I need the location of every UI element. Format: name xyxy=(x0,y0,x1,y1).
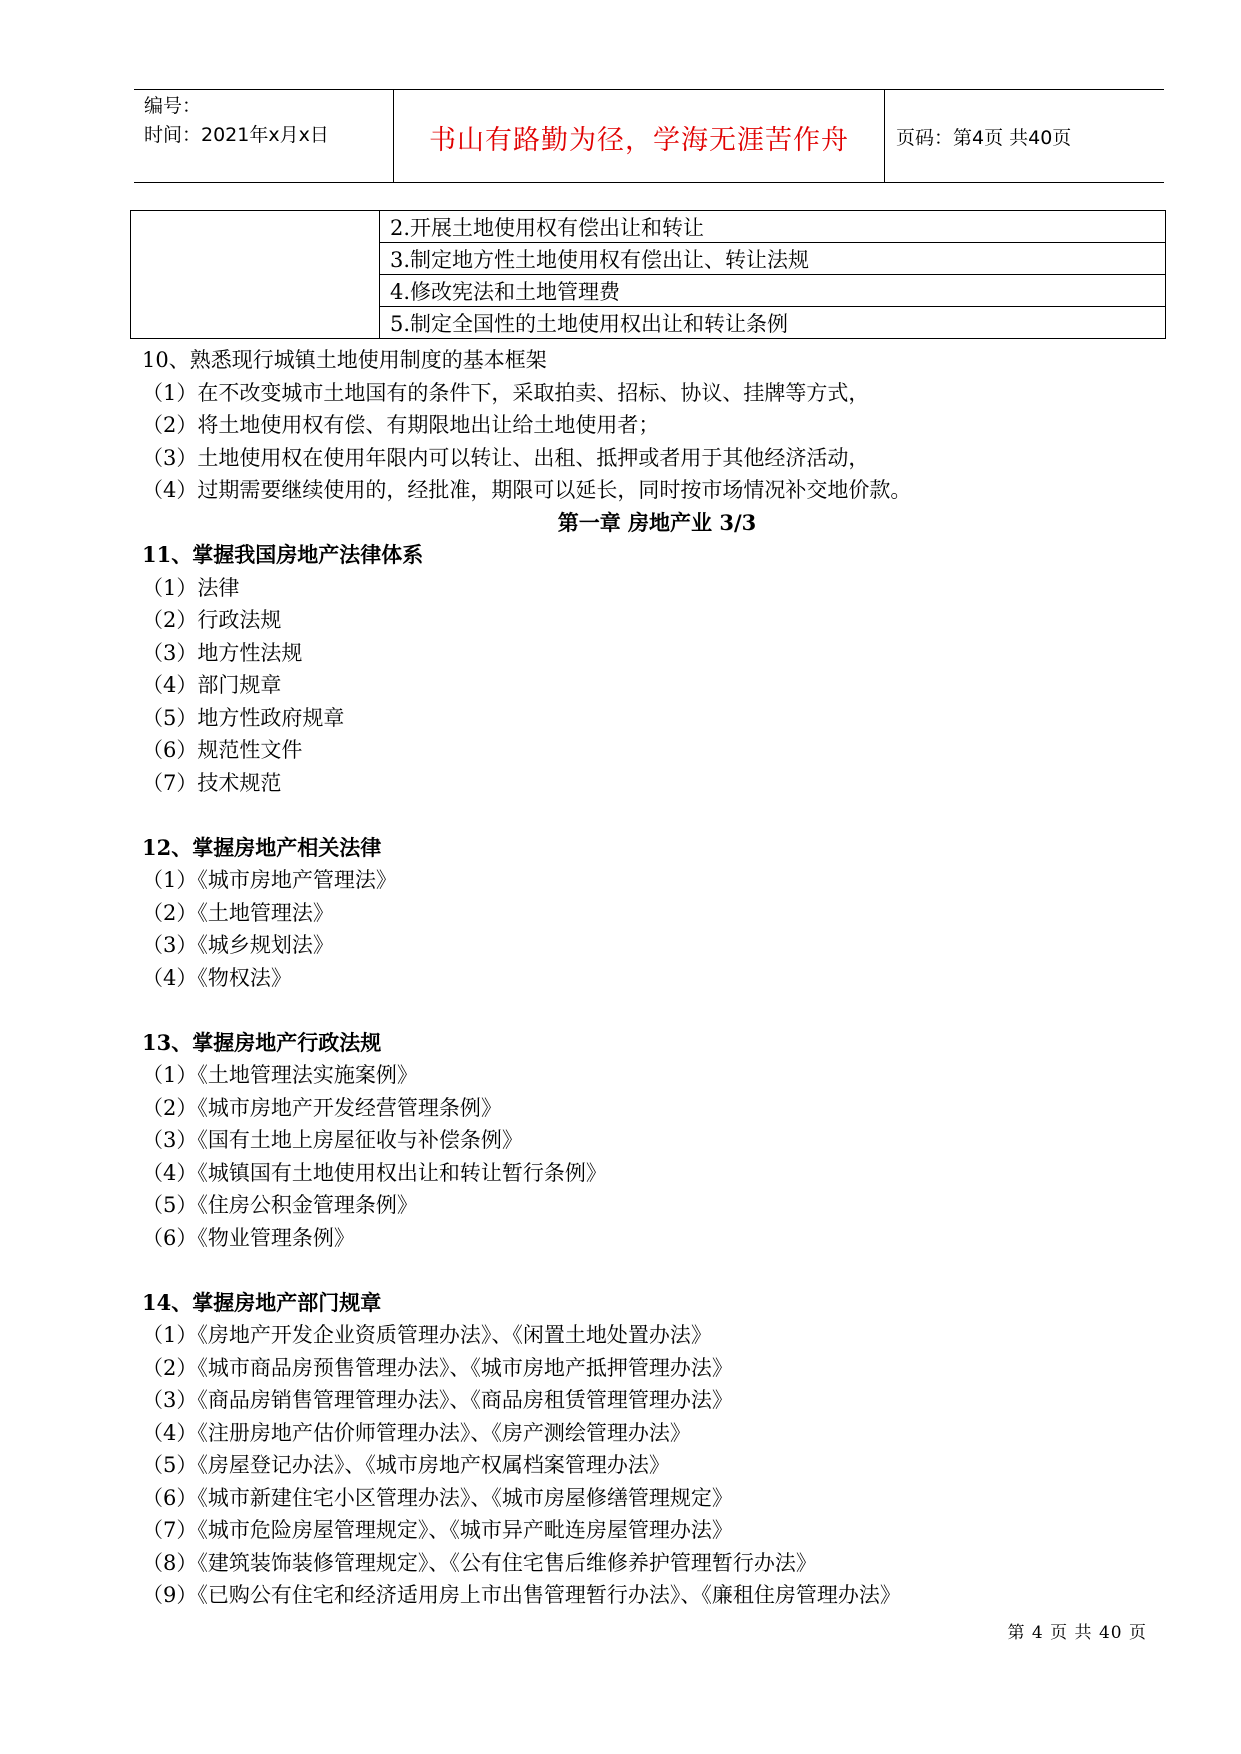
list-item: （6）《城市新建住宅小区管理办法》、《城市房屋修缮管理规定》 xyxy=(142,1485,733,1510)
list-item: （6）《物业管理条例》 xyxy=(142,1225,355,1250)
page-footer: 第 4 页 共 40 页 xyxy=(1007,1623,1147,1643)
list-item: （4）《注册房地产估价师管理办法》、《房产测绘管理办法》 xyxy=(142,1420,691,1445)
list-item: （4）过期需要继续使用的，经批准，期限可以延长，同时按市场情况补交地价款。 xyxy=(142,478,912,502)
list-item: （1）在不改变城市土地国有的条件下，采取拍卖、招标、协议、挂牌等方式， xyxy=(142,380,870,405)
document-body xyxy=(142,344,1172,1612)
header-divider xyxy=(884,90,885,182)
table-row xyxy=(131,211,1166,243)
list-item: （8）《建筑装饰装修管理规定》、《公有住宅售后维修养护管理暂行办法》 xyxy=(142,1550,817,1575)
section-heading: 13、掌握房地产行政法规 xyxy=(142,1029,382,1055)
list-item: （4）《物权法》 xyxy=(142,965,292,990)
list-item: （1）法律 xyxy=(142,575,240,600)
list-item: （9）《已购公有住宅和经济适用房上市出售管理暂行办法》、《廉租住房管理办法》 xyxy=(142,1583,901,1607)
header-time-label: 时间：2021年x月x日 xyxy=(144,124,329,146)
section-heading: 10、熟悉现行城镇土地使用制度的基本框架 xyxy=(142,348,547,372)
list-item: （2）《城市房地产开发经营管理条例》 xyxy=(142,1095,502,1120)
list-item: （5）《住房公积金管理条例》 xyxy=(142,1193,418,1217)
list-item: （2）《城市商品房预售管理办法》、《城市房地产抵押管理办法》 xyxy=(142,1355,733,1380)
list-item: （5）《房屋登记办法》、《城市房地产权属档案管理办法》 xyxy=(142,1453,670,1477)
list-item: （7）《城市危险房屋管理规定》、《城市异产毗连房屋管理办法》 xyxy=(142,1518,733,1542)
list-item: （3）地方性法规 xyxy=(142,640,303,665)
options-table xyxy=(130,210,1166,339)
header-motto: 书山有路勤为径，学海无涯苦作舟 xyxy=(429,125,849,156)
blank-line xyxy=(142,799,1172,832)
list-item: （3）《国有土地上房屋征收与补偿条例》 xyxy=(142,1128,523,1152)
section-heading: 12、掌握房地产相关法律 xyxy=(142,834,382,860)
list-item: （4）部门规章 xyxy=(142,673,282,697)
list-item: （1）《房地产开发企业资质管理办法》、《闲置土地处置办法》 xyxy=(142,1323,712,1347)
list-item: （2）《土地管理法》 xyxy=(142,900,334,925)
header-number-label: 编号： xyxy=(144,95,202,117)
list-item: （1）《城市房地产管理法》 xyxy=(142,868,397,892)
list-item: （7）技术规范 xyxy=(142,770,282,795)
table-cell: 3.制定地方性土地使用权有偿出让、转让法规 xyxy=(380,243,1166,275)
table-blank-cell xyxy=(131,211,380,339)
list-item: （4）《城镇国有土地使用权出让和转让暂行条例》 xyxy=(142,1160,607,1185)
blank-line xyxy=(142,994,1172,1027)
table-cell: 4.修改宪法和土地管理费 xyxy=(380,275,1166,307)
table-cell: 5.制定全国性的土地使用权出让和转让条例 xyxy=(380,307,1166,339)
list-item: （2）将土地使用权有偿、有期限地出让给土地使用者； xyxy=(142,413,660,437)
list-item: （3）《商品房销售管理管理办法》、《商品房租赁管理管理办法》 xyxy=(142,1388,733,1412)
blank-line xyxy=(142,1254,1172,1287)
table-cell: 2.开展土地使用权有偿出让和转让 xyxy=(380,211,1166,243)
list-item: （1）《土地管理法实施案例》 xyxy=(142,1063,418,1087)
list-item: （6）规范性文件 xyxy=(142,738,303,762)
header-page-label: 页码：第4页 共40页 xyxy=(896,127,1072,149)
list-item: （5）地方性政府规章 xyxy=(142,705,345,730)
list-item: （3）土地使用权在使用年限内可以转让、出租、抵押或者用于其他经济活动， xyxy=(142,445,870,470)
section-heading: 11、掌握我国房地产法律体系 xyxy=(142,542,424,567)
list-item: （3）《城乡规划法》 xyxy=(142,933,334,957)
chapter-title: 第一章 房地产业 3/3 xyxy=(557,509,757,535)
page-header xyxy=(134,89,1164,183)
section-heading: 14、掌握房地产部门规章 xyxy=(142,1289,382,1315)
list-item: （2）行政法规 xyxy=(142,608,282,632)
